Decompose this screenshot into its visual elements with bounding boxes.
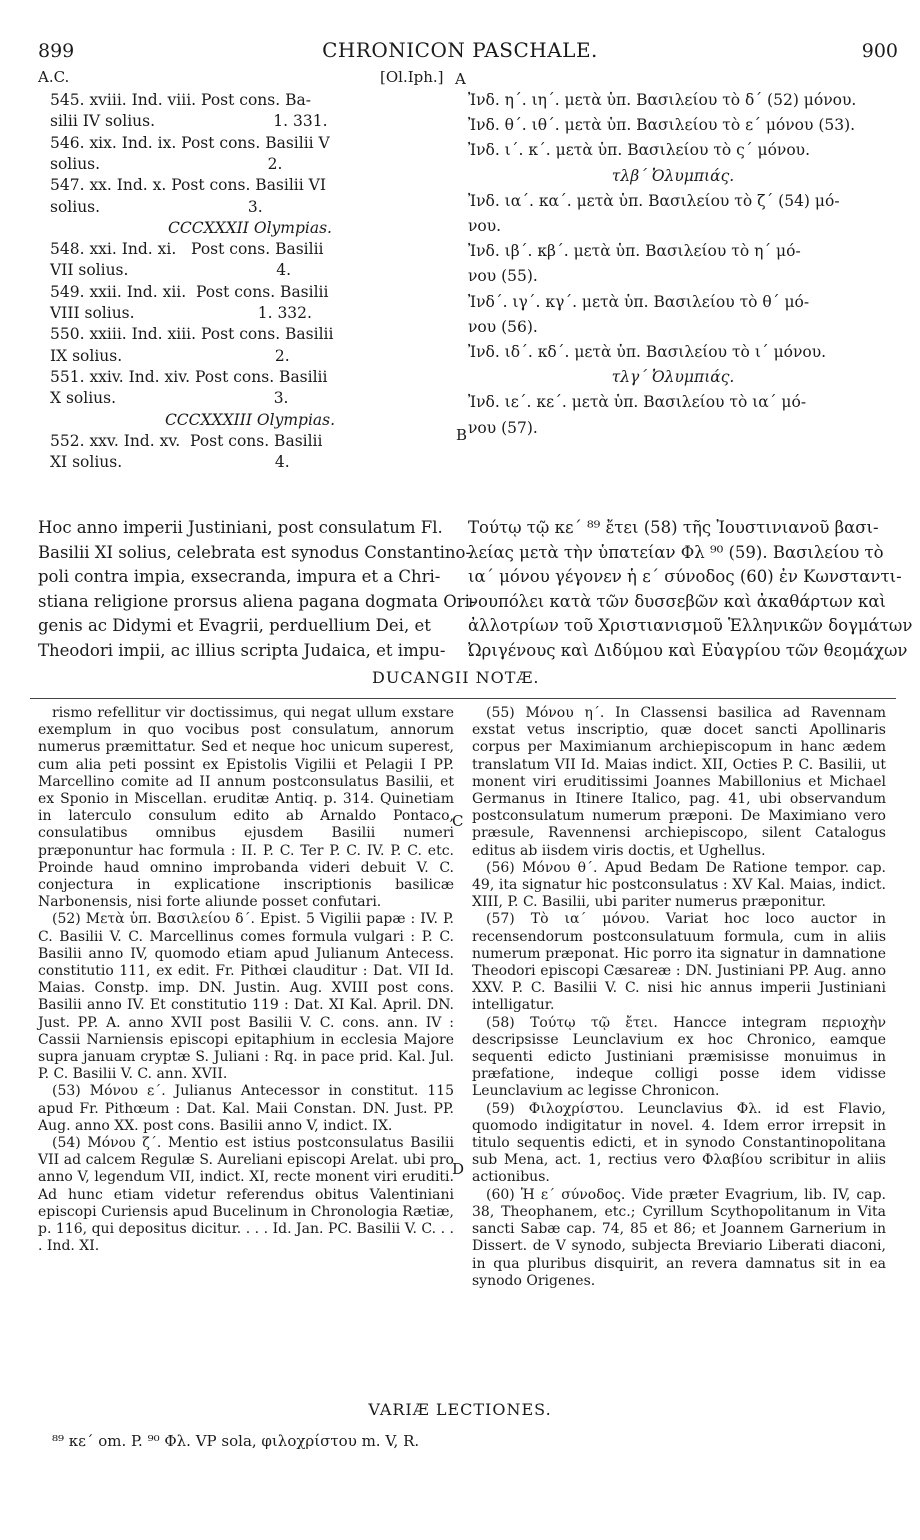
chronicle-entry-line-greek: Ἰνδ. ια΄. κα΄. μετὰ ὑπ. Βασιλείου τὸ ζ΄ (54) μό- (468, 191, 840, 210)
body-line-greek: Ὠριγένους καὶ Διδύμου καὶ Εὐαγρίου τῶν θεομάχων (468, 640, 908, 660)
note-paragraph: (57) Τὸ ια΄ μόνου. Variat hoc loco auctor in recensendorum postconsulatuum formula, cum in aliis numerum præponat. Hic porro ita signatur in damnatione Theodori episcopi Cæsareæ : DN. Justiniani PP. Aug. anno XXV. P. C. Basilii V. C. nisi hic annus imperii Justiniani intelligatur. (472, 911, 886, 1014)
page-number-left: 899 (38, 40, 75, 62)
chronicle-entry-line: CCCXXXII Olympias. (168, 218, 332, 237)
chronicle-entry-line-greek: Ἰνδ΄. ιγ΄. κγ΄. μετὰ ὑπ. Βασιλείου τὸ θ΄ μό- (468, 292, 810, 311)
body-line: poli contra impia, exsecranda, impura et a Chri- (38, 567, 441, 586)
body-line-greek: Τούτῳ τῷ κε΄ ⁸⁹ ἔτει (58) τῆς Ἰουστινιανοῦ βασι- (468, 518, 879, 537)
notes-divider (30, 698, 896, 699)
margin-marker-a: A (455, 70, 466, 88)
ac-column-label: A.C. (38, 68, 70, 86)
body-line: Theodori impii, ac illius scripta Judaica, et impu- (38, 640, 446, 660)
chronicle-entry-line: 545. xviii. Ind. viii. Post cons. Ba- (50, 91, 311, 109)
notes-heading: DUCANGII NOTÆ. (372, 668, 540, 687)
running-title: CHRONICON PASCHALE. (322, 38, 598, 62)
chronicle-entry-line-greek: τλγ΄ Ὀλυμπιάς. (611, 368, 735, 387)
body-line: Hoc anno imperii Justiniani, post consulatum Fl. (38, 518, 443, 537)
chronicle-entry-line: silii IV solius. 1. 331. (50, 112, 328, 131)
note-paragraph: (58) Τούτῳ τῷ ἔτει. Hancce integram περιοχὴν descripsisse Leunclavium ex hoc Chronico, eamque sequenti edicto Justiniani præmisisse monuimus in præfatione, indeque colligi posse idem vidisse Leunclavium ac legisse Chronicon. (472, 1014, 886, 1100)
chronicle-entry-line: VIII solius. 1. 332. (50, 304, 312, 322)
notes-left-column (38, 705, 454, 1256)
chronicle-entry-line: 548. xxi. Ind. xi. Post cons. Basilii (50, 240, 324, 259)
body-line-greek: ια΄ μόνου γέγονεν ἡ ε΄ σύνοδος (60) ἐν Κωνσταντι- (468, 567, 902, 586)
chronicle-entry-line: CCCXXXIII Olympias. (164, 410, 336, 429)
note-paragraph: (52) Μετὰ ὑπ. Βασιλείου δ΄. Epist. 5 Vigilii papæ : IV. P. C. Basilii V. C. Marcellinus comes formula vulgari : P. C. Basilii anno IV, quomodo etiam apud Julianum Antecess. constitutio 111, ex edit. Fr. Pithœi clauditur : Dat. VII Id. Maias. Constp. imp. DN. Justin. Aug. XVIII post cons. Basilii anno IV. Et constitutio 119 : Dat. XI Kal. April. DN. Just. PP. A. anno XVII post Basilii V. C. cons. ann. IV : Cassii Narniensis episcopi epitaphium in ecclesia Majore supra januam cryptæ S. Juliani : Rq. in pace prid. Kal. Jul. P. C. Basilii V. C. ann. XVII. (38, 911, 454, 1083)
chronicle-entry-line-greek: Ἰνδ. ιβ΄. κβ΄. μετὰ ὑπ. Βασιλείου τὸ η΄ μό- (468, 242, 801, 261)
olympiad-column-label: [Ol.Iph.] (380, 68, 444, 86)
chronicle-entry-line: 552. xxv. Ind. xv. Post cons. Basilii (50, 431, 323, 450)
page-number-right: 900 (861, 40, 898, 62)
body-line-greek: νουπόλει κατὰ τῶν δυσσεβῶν καὶ ἀκαθάρτων καὶ (468, 591, 886, 611)
note-paragraph: (55) Μόνου η΄. In Classensi basilica ad Ravennam exstat vetus inscriptio, quæ docet sancti Apollinaris corpus per Maximianum archiepiscopum in hanc ædem translatum VII Id. Maias indict. XII, Octies P. C. Basilii, ut monent viri eruditissimi Joannes Mabillonius et Michael Germanus in Itinere Italico, pag. 41, ubi observandum postconsulatum numerum præponi. De Maximiano vero præsule, Ravennensi archiepiscopo, silent Catalogus editus ab iisdem viris doctis, et Ughellus. (472, 705, 886, 859)
chronicle-entry-line-greek: τλβ΄ Ὀλυμπιάς. (611, 166, 735, 185)
chronicle-entry-line: solius. 3. (50, 197, 263, 216)
chronicle-entry-line: 546. xix. Ind. ix. Post cons. Basilii V (50, 133, 330, 152)
chronicle-entry-line: VII solius. 4. (50, 261, 292, 280)
notes-right-column (472, 705, 886, 1290)
body-line: genis ac Didymi et Evagrii, perduellium Dei, et (38, 616, 431, 635)
body-line-greek: ἀλλοτρίων τοῦ Χριστιανισμοῦ Ἑλληνικῶν δογμάτων (468, 616, 913, 635)
chronicle-entry-line-greek: νου (57). (468, 418, 538, 437)
variant-readings-line: ⁸⁹ κε΄ om. P. ⁹⁰ Φλ. VP sola, φιλοχρίστου m. V, R. (52, 1432, 420, 1450)
chronicle-entry-line: 550. xxiii. Ind. xiii. Post cons. Basilii (50, 325, 334, 344)
chronicle-entry-line-greek: Ἰνδ. η΄. ιη΄. μετὰ ὑπ. Βασιλείου τὸ δ΄ (52) μόνου. (468, 91, 857, 109)
chronicle-entry-line: IX solius. 2. (50, 346, 290, 365)
note-paragraph: (53) Μόνου ε΄. Julianus Antecessor in constitut. 115 apud Fr. Pithœum : Dat. Kal. Maii Constan. DN. Just. PP. Aug. anno XX. post cons. Basilii anno V, indict. IX. (38, 1083, 454, 1134)
chronicle-entry-line-greek: Ἰνδ. ι΄. κ΄. μετὰ ὑπ. Βασιλείου τὸ ς΄ μόνου. (468, 141, 811, 160)
chronicle-entry-line-greek: Ἰνδ. θ΄. ιθ΄. μετὰ ὑπ. Βασιλείου τὸ ε΄ μόνου (53). (468, 116, 856, 135)
body-line: Basilii XI solius, celebrata est synodus Constantino- (38, 542, 472, 562)
chronicle-entry-line-greek: νου (56). (468, 317, 538, 336)
margin-marker-d: D (452, 1160, 465, 1178)
chronicle-entry-line: 549. xxii. Ind. xii. Post cons. Basilii (50, 282, 329, 301)
chronicle-entry-line: 551. xxiv. Ind. xiv. Post cons. Basilii (50, 367, 328, 386)
chronicle-entry-line: solius. 2. (50, 154, 283, 173)
chronicle-entry-line-greek: Ἰνδ. ιε΄. κε΄. μετὰ ὑπ. Βασιλείου τὸ ια΄ μό- (468, 393, 807, 412)
note-paragraph: rismo refellitur vir doctissimus, qui negat ullum exstare exemplum in quo vocibus post consulatum, annorum numerus præmittatur. Sed et neque hoc unicum superest, cum alia peti possint ex Epistolis Vigilii et Pelagii I PP. Marcellino comite ad II annum postconsulatus Basilii, et ex Sponio in Miscellan. eruditæ Antiq. p. 314. Quinetiam in laterculo consulum edito ab Arnaldo Pontaco, consulatibus omnibus ejusdem Basilii numeri præponuntur hac formula : II. P. C. Ter P. C. IV. P. C. etc. Proinde haud omnino improbanda videri debuit V. C. conjectura in explicatione inscriptionis basilicæ Narbonensis, nisi forte aliunde posset confutari. (38, 705, 454, 911)
chronicle-entry-line-greek: Ἰνδ. ιδ΄. κδ΄. μετὰ ὑπ. Βασιλείου τὸ ι΄ μόνου. (468, 343, 827, 361)
note-paragraph: (60) Ἡ ε΄ σύνοδος. Vide præter Evagrium, lib. IV, cap. 38, Theophanem, etc.; Cyrillum Scythopolitanum in Vita sancti Sabæ cap. 74, 85 et 86; et Joannem Garnerium in Dissert. de V synodo, subjecta Breviario Liberati diaconi, in qua pluribus disquirit, an revera damnatus sit in ea synodo Origenes. (472, 1186, 886, 1289)
note-paragraph: (54) Μόνου ζ΄. Mentio est istius postconsulatus Basilii VII ad calcem Regulæ S. Aureliani episcopi Arelat. ubi pro anno V, legendum VII, indict. XI, recte monent viri eruditi. Ad hunc etiam videtur referendus obitus Valentiniani episcopi Curiensis apud Bucelinum in Chronologia Rætiæ, p. 116, qui depositus dicitur. . . . Id. Jan. PC. Basilii V. C. . . . Ind. XI. (38, 1135, 454, 1255)
variae-lectiones-heading: VARIÆ LECTIONES. (368, 1400, 552, 1419)
chronicle-entry-line: XI solius. 4. (50, 453, 290, 472)
chronicle-entry-line: X solius. 3. (50, 389, 289, 408)
margin-marker-b: B (456, 426, 468, 444)
body-line-greek: λείας μετὰ τὴν ὑπατείαν Φλ ⁹⁰ (59). Βασιλείου τὸ (468, 542, 884, 562)
margin-marker-c: C (452, 812, 464, 830)
chronicle-entry-line-greek: νου. (468, 217, 502, 235)
body-line: stiana religione prorsus aliena pagana dogmata Ori- (38, 591, 476, 611)
chronicle-entry-line-greek: νου (55). (468, 267, 538, 286)
note-paragraph: (56) Μόνου θ΄. Apud Bedam De Ratione tempor. cap. 49, ita signatur hic postconsulatus : XV Kal. Maias, indict. XIII, P. C. Basilii, ubi pariter numerus præponitur. (472, 859, 886, 911)
note-paragraph: (59) Φιλοχρίστου. Leunclavius Φλ. id est Flavio, quomodo indigitatur in novel. 4. Idem error irrepsit in titulo sequentis edicti, et in synodo Constantinopolitana sub Mena, act. 1, rectius vero Φλαβίου scribitur in aliis actionibus. (472, 1100, 886, 1186)
chronicle-entry-line: 547. xx. Ind. x. Post cons. Basilii VI (50, 176, 326, 195)
